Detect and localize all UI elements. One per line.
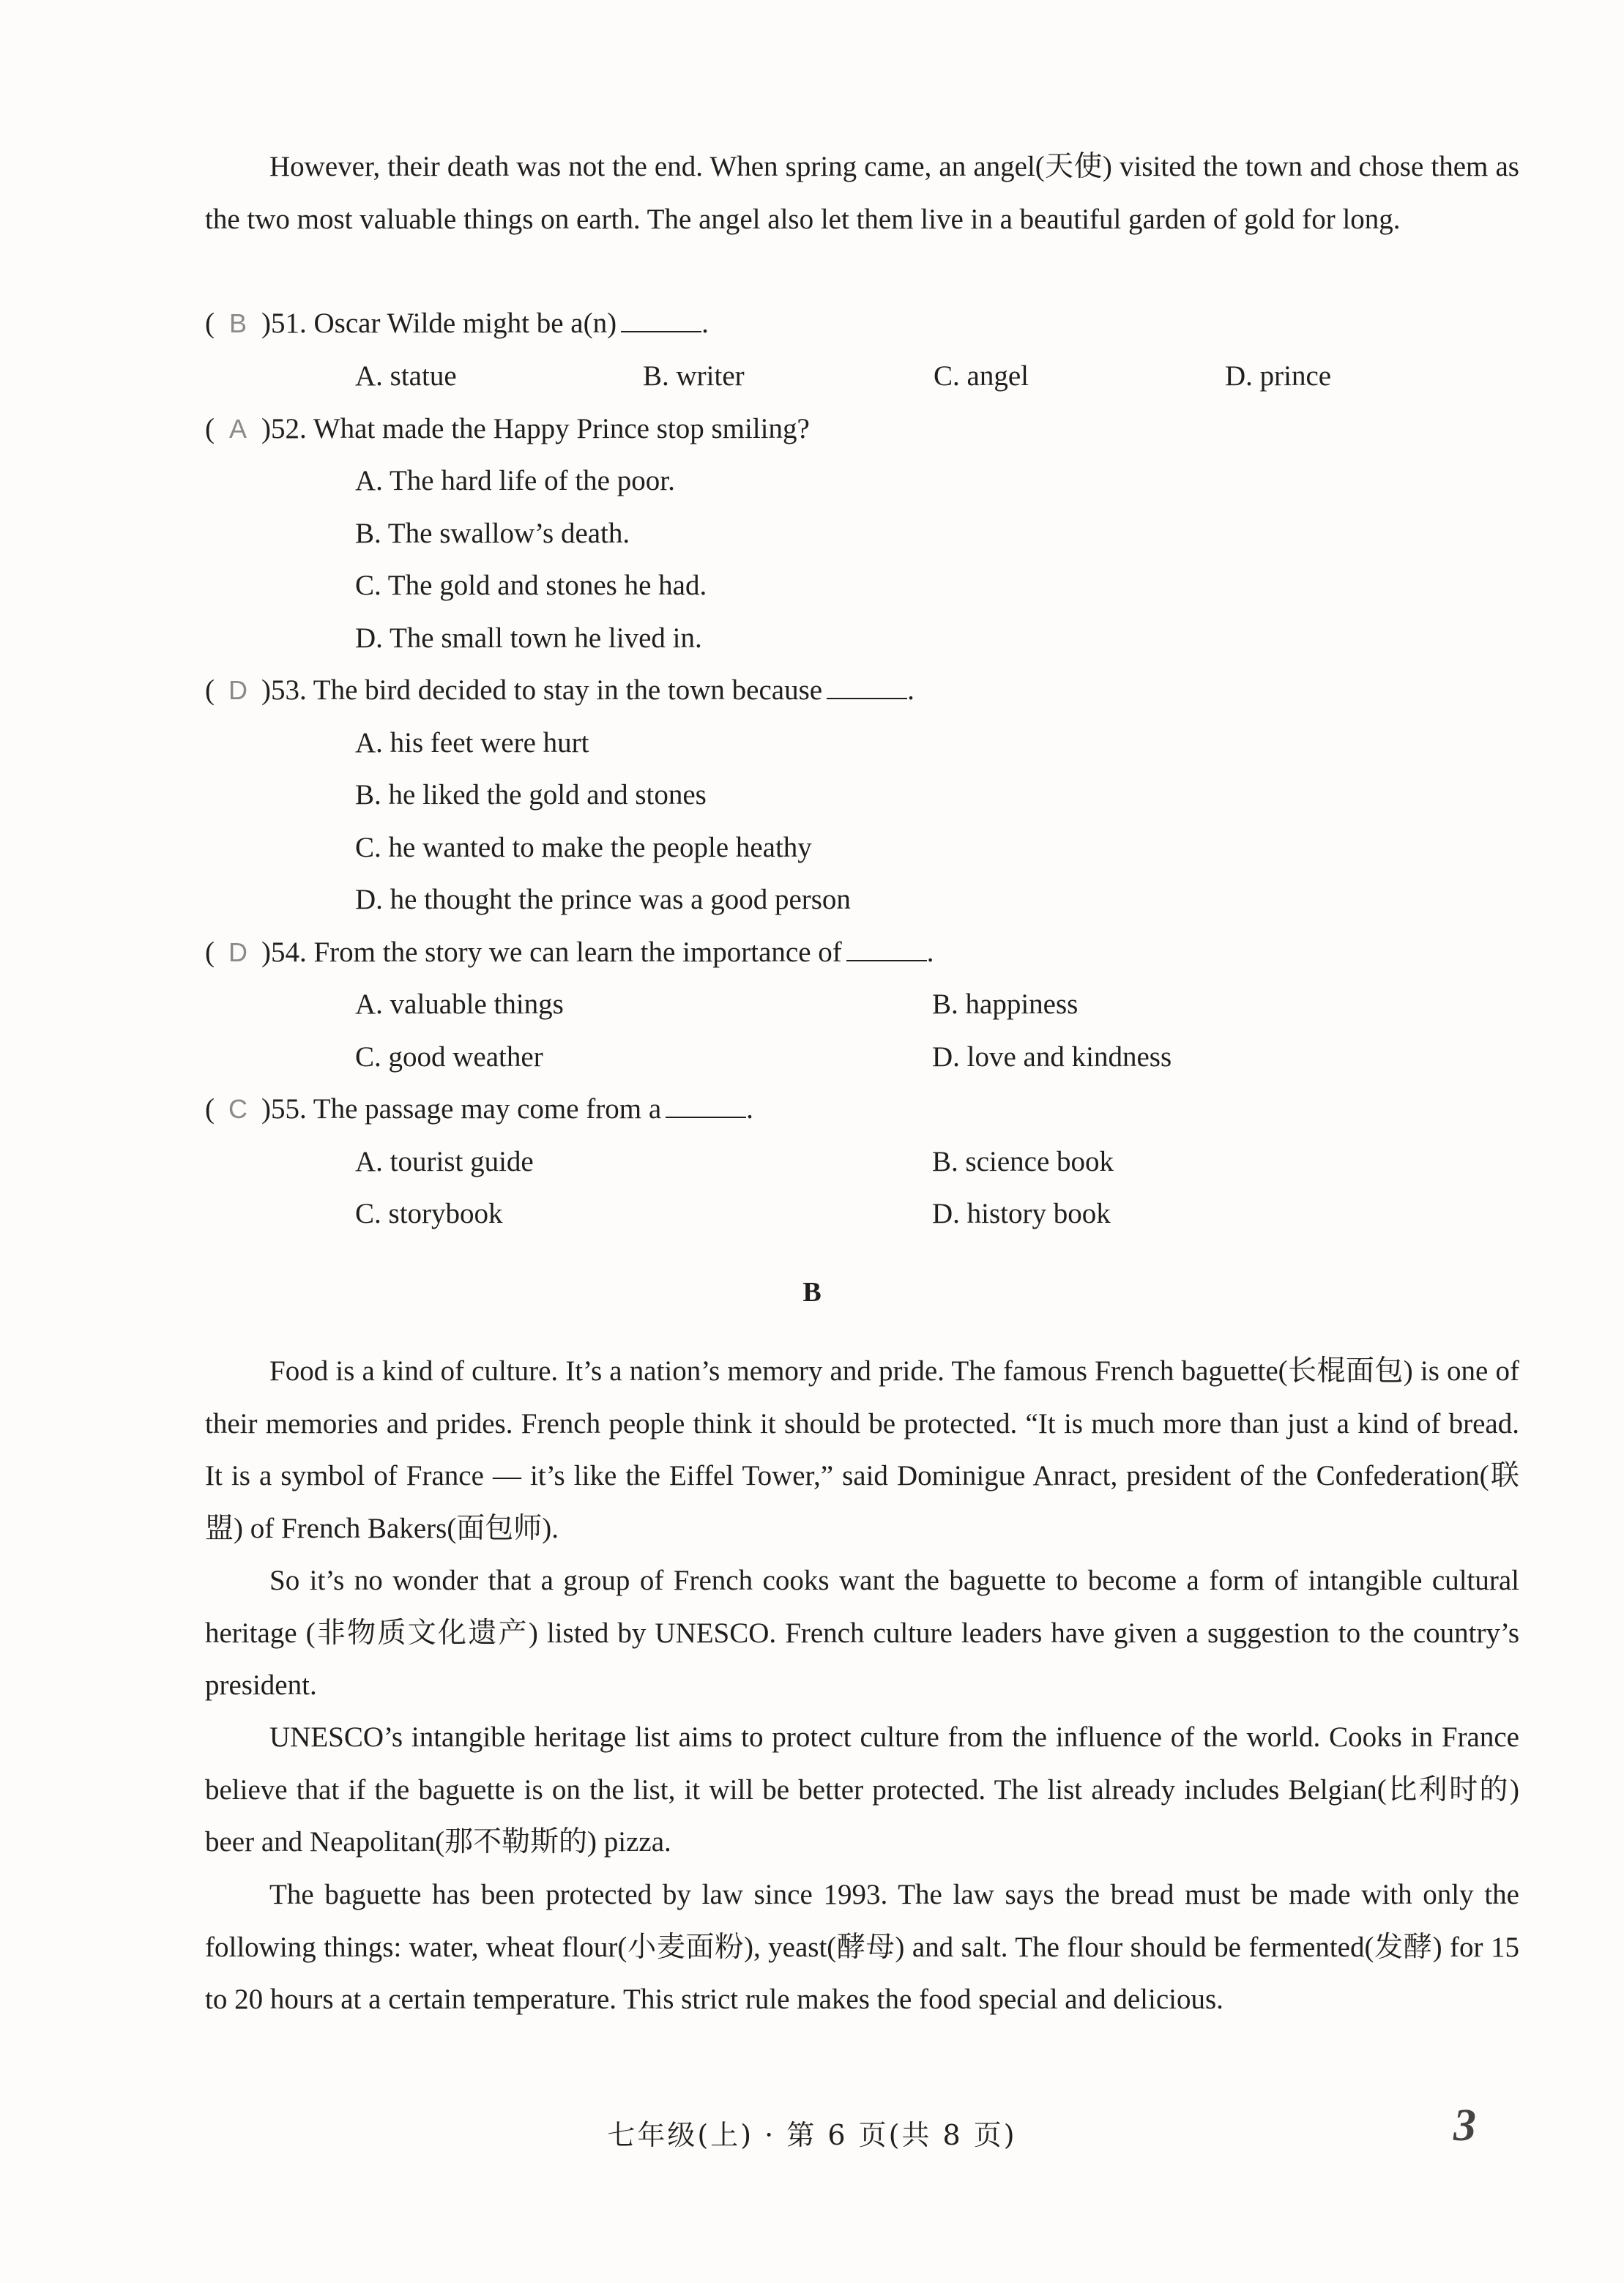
option-a: A. his feet were hurt bbox=[355, 727, 589, 759]
page-number-mark: 3 bbox=[1453, 2101, 1476, 2150]
passage-b-paragraph-2: So it’s no wonder that a group of French cooks want the baguette to become a form of intangible cultural heritage (非物质文化遗产) listed by UNESCO. French culture leaders have given a suggestion to the country’s president. bbox=[205, 1565, 1519, 1701]
question-52: ( A )52. What made the Happy Prince stop smiling? bbox=[205, 403, 810, 455]
answer-54: D bbox=[228, 937, 247, 967]
question-stem: )51. Oscar Wilde might be a(n) bbox=[261, 308, 617, 339]
question-stem: )54. From the story we can learn the importance of bbox=[261, 936, 842, 968]
question-54: ( D )54. From the story we can learn the importance of . bbox=[205, 926, 934, 979]
question-53: ( D )53. The bird decided to stay in the town because . bbox=[205, 664, 915, 717]
passage-b-paragraph-1: Food is a kind of culture. It’s a nation’s memory and pride. The famous French baguette(长棍面包) is one of their memories and prides. French people think it should be protected. “It is much more than just a kind of bread. It is a symbol of France — it’s like the Eiffel Tower,” said Dominigue Anract, president of the Confederation(联盟) of French Bakers(面包师). bbox=[205, 1355, 1519, 1544]
option-c: C. storybook bbox=[355, 1198, 503, 1229]
option-d: D. The small town he lived in. bbox=[355, 622, 702, 654]
option-d: D. prince bbox=[1225, 360, 1332, 392]
page-footer: 七年级(上) · 第 6 页(共 8 页) bbox=[607, 2119, 1017, 2151]
question-51: ( B )51. Oscar Wilde might be a(n) . bbox=[205, 297, 709, 350]
option-b: B. The swallow’s death. bbox=[355, 518, 630, 549]
option-c: C. angel bbox=[934, 360, 1029, 392]
answer-51: B bbox=[228, 308, 247, 338]
passage-a-paragraph: However, their death was not the end. When spring came, an angel(天使) visited the town and chose them as the two most valuable things on earth. The angel also let them live in a beautiful garden of gold for long. bbox=[205, 151, 1519, 235]
question-stem: )53. The bird decided to stay in the town because bbox=[261, 674, 823, 706]
option-c: C. he wanted to make the people heathy bbox=[355, 832, 812, 863]
question-stem: )55. The passage may come from a bbox=[261, 1093, 662, 1125]
option-d: D. he thought the prince was a good person bbox=[355, 884, 851, 915]
option-a: A. statue bbox=[355, 360, 457, 392]
option-d: D. love and kindness bbox=[932, 1041, 1172, 1073]
option-a: A. valuable things bbox=[355, 988, 564, 1020]
option-b: B. science book bbox=[932, 1146, 1114, 1177]
option-b: B. happiness bbox=[932, 988, 1079, 1020]
option-a: A. tourist guide bbox=[355, 1146, 534, 1177]
passage-b-paragraph-4: The baguette has been protected by law since 1993. The law says the bread must be made with only the following things: water, wheat flour(小麦面粉), yeast(酵母) and salt. The flour should be fermented(发酵) for 15 to 20 hours at a certain temperature. This strict rule makes the food special and delicious. bbox=[205, 1879, 1519, 2015]
option-b: B. writer bbox=[643, 360, 745, 392]
passage-b-paragraph-3: UNESCO’s intangible heritage list aims to protect culture from the influence of the world. Cooks in France believe that if the baguette is on the list, it will be better protected. The list already includes Belgian(比利时的) beer and Neapolitan(那不勒斯的) pizza. bbox=[205, 1721, 1519, 1858]
question-stem: )52. What made the Happy Prince stop smiling? bbox=[261, 413, 810, 444]
answer-blank bbox=[621, 305, 701, 332]
answer-blank bbox=[827, 672, 907, 699]
answer-55: C bbox=[228, 1094, 247, 1124]
question-55: ( C )55. The passage may come from a . bbox=[205, 1083, 753, 1136]
answer-53: D bbox=[228, 675, 247, 705]
answer-52: A bbox=[228, 414, 247, 444]
answer-blank bbox=[846, 934, 927, 961]
option-a: A. The hard life of the poor. bbox=[355, 465, 675, 496]
option-b: B. he liked the gold and stones bbox=[355, 779, 707, 811]
option-d: D. history book bbox=[932, 1198, 1111, 1229]
option-c: C. The gold and stones he had. bbox=[355, 570, 707, 601]
section-title: B bbox=[802, 1277, 822, 1308]
answer-blank bbox=[666, 1091, 746, 1118]
option-c: C. good weather bbox=[355, 1041, 543, 1073]
